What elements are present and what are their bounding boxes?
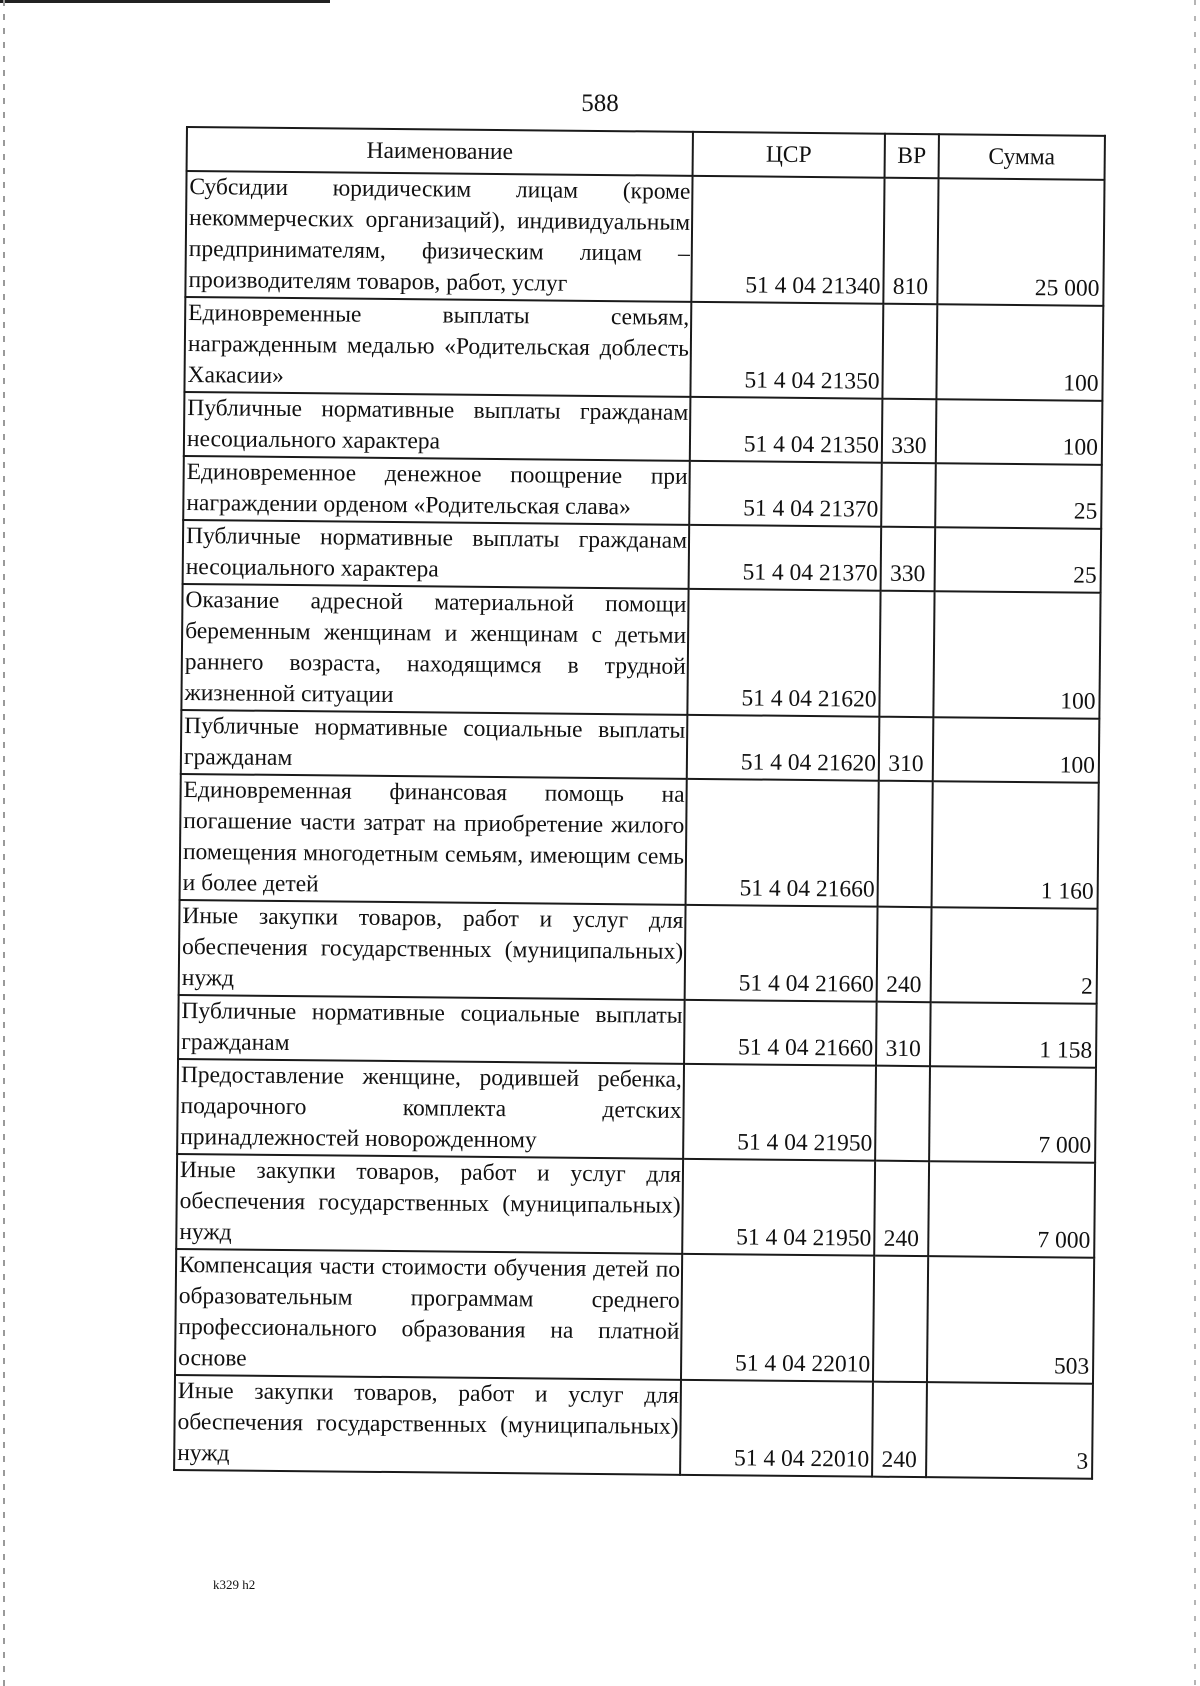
row-vr: 330 — [881, 527, 936, 592]
row-vr: 330 — [882, 399, 937, 464]
row-name: Публичные нормативные выплаты гражданам несоциального характера — [183, 520, 690, 589]
row-name: Иные закупки товаров, работ и услуг для обеспечения государственных (муниципальных) нужд — [174, 1375, 681, 1475]
row-name: Публичные нормативные выплаты гражданам несоциального характера — [184, 392, 691, 461]
row-csr: 51 4 04 21350 — [690, 397, 883, 463]
row-csr: 51 4 04 21370 — [689, 525, 882, 591]
row-vr — [882, 304, 937, 400]
table-row — [174, 1375, 1093, 1479]
row-sum: 100 — [936, 304, 1103, 401]
table-row — [179, 900, 1098, 1004]
row-csr: 51 4 04 21370 — [689, 461, 882, 527]
table-row — [181, 710, 1100, 783]
scan-top-line — [0, 0, 330, 3]
row-vr: 310 — [879, 717, 934, 782]
row-sum: 1 158 — [930, 1002, 1097, 1068]
row-sum: 100 — [936, 399, 1103, 465]
row-csr: 51 4 04 21950 — [682, 1159, 875, 1256]
row-csr: 51 4 04 21660 — [685, 905, 878, 1002]
header-csr: ЦСР — [693, 132, 885, 178]
row-sum: 7 000 — [928, 1161, 1095, 1258]
table-row — [180, 774, 1099, 909]
table-row — [184, 297, 1103, 401]
table-row — [178, 995, 1097, 1068]
row-vr: 240 — [874, 1161, 929, 1257]
row-sum: 25 — [935, 527, 1102, 593]
table-row — [181, 584, 1100, 719]
row-sum: 2 — [931, 907, 1098, 1004]
header-name: Наименование — [187, 127, 693, 176]
row-vr — [875, 1066, 930, 1162]
table-row — [183, 456, 1102, 529]
row-vr — [881, 463, 936, 528]
row-name: Субсидии юридическим лицам (кроме некоммерческих организаций), индивидуальным предпринимателям, физическим лицам – производителям товаров, работ, услуг — [185, 171, 692, 302]
row-csr: 51 4 04 21950 — [683, 1064, 876, 1161]
row-sum: 503 — [927, 1256, 1094, 1384]
row-vr — [873, 1256, 928, 1383]
row-name: Единовременная финансовая помощь на погашение части затрат на приобретение жилого помещения многодетным семьям, имеющим семь и более детей — [180, 774, 687, 905]
row-vr: 240 — [877, 907, 932, 1003]
row-name: Иные закупки товаров, работ и услуг для обеспечения государственных (муниципальных) нужд — [176, 1154, 683, 1254]
row-sum: 1 160 — [932, 781, 1099, 909]
row-csr: 51 4 04 21340 — [691, 176, 884, 304]
row-sum: 100 — [933, 717, 1100, 783]
row-csr: 51 4 04 22010 — [681, 1254, 874, 1382]
row-sum: 100 — [933, 591, 1100, 719]
row-name: Компенсация части стоимости обучения детей по образовательным программам среднего профессионального образования на платной основе — [175, 1249, 682, 1380]
row-csr: 51 4 04 21620 — [687, 715, 880, 781]
row-name: Единовременные выплаты семьям, награжденным медалью «Родительская доблесть Хакасии» — [184, 297, 691, 397]
table-row — [185, 171, 1104, 306]
table-row — [184, 392, 1103, 465]
row-name: Предоставление женщине, родившей ребенка, подарочного комплекта детских принадлежностей новорожденному — [177, 1059, 684, 1159]
table-row — [177, 1059, 1096, 1163]
footer-code: k329 h2 — [213, 1577, 256, 1592]
table-row — [176, 1154, 1095, 1258]
scan-right-edge — [1194, 0, 1196, 1686]
row-sum: 25 — [935, 463, 1102, 529]
page-number: 588 — [581, 90, 619, 117]
table-row — [175, 1249, 1094, 1384]
row-name: Публичные нормативные социальные выплаты гражданам — [181, 710, 688, 779]
row-name: Оказание адресной материальной помощи беременным женщинам и женщинам с детьми раннего возраста, находящимся в трудной жизненной ситуации — [181, 584, 688, 715]
row-vr: 310 — [876, 1002, 931, 1067]
row-csr: 51 4 04 22010 — [680, 1380, 873, 1477]
row-csr: 51 4 04 21620 — [687, 589, 880, 717]
row-name: Единовременное денежное поощрение при награждении орденом «Родительская слава» — [183, 456, 690, 525]
row-csr: 51 4 04 21660 — [684, 1000, 877, 1066]
row-name: Публичные нормативные социальные выплаты гражданам — [178, 995, 685, 1064]
row-csr: 51 4 04 21660 — [686, 779, 879, 907]
row-vr — [879, 591, 934, 718]
row-sum: 3 — [926, 1382, 1093, 1479]
budget-table — [173, 126, 1106, 1480]
row-csr: 51 4 04 21350 — [690, 302, 883, 399]
scan-left-edge — [3, 0, 5, 1686]
table-row — [183, 520, 1102, 593]
row-name: Иные закупки товаров, работ и услуг для обеспечения государственных (муниципальных) нужд — [179, 900, 686, 1000]
row-sum: 25 000 — [937, 178, 1104, 306]
row-vr — [878, 781, 933, 908]
row-vr: 240 — [872, 1382, 927, 1478]
row-sum: 7 000 — [929, 1066, 1096, 1163]
header-sum: Сумма — [939, 134, 1105, 180]
table-body — [174, 171, 1104, 1479]
header-vr: ВР — [885, 134, 939, 179]
row-vr: 810 — [883, 178, 938, 305]
